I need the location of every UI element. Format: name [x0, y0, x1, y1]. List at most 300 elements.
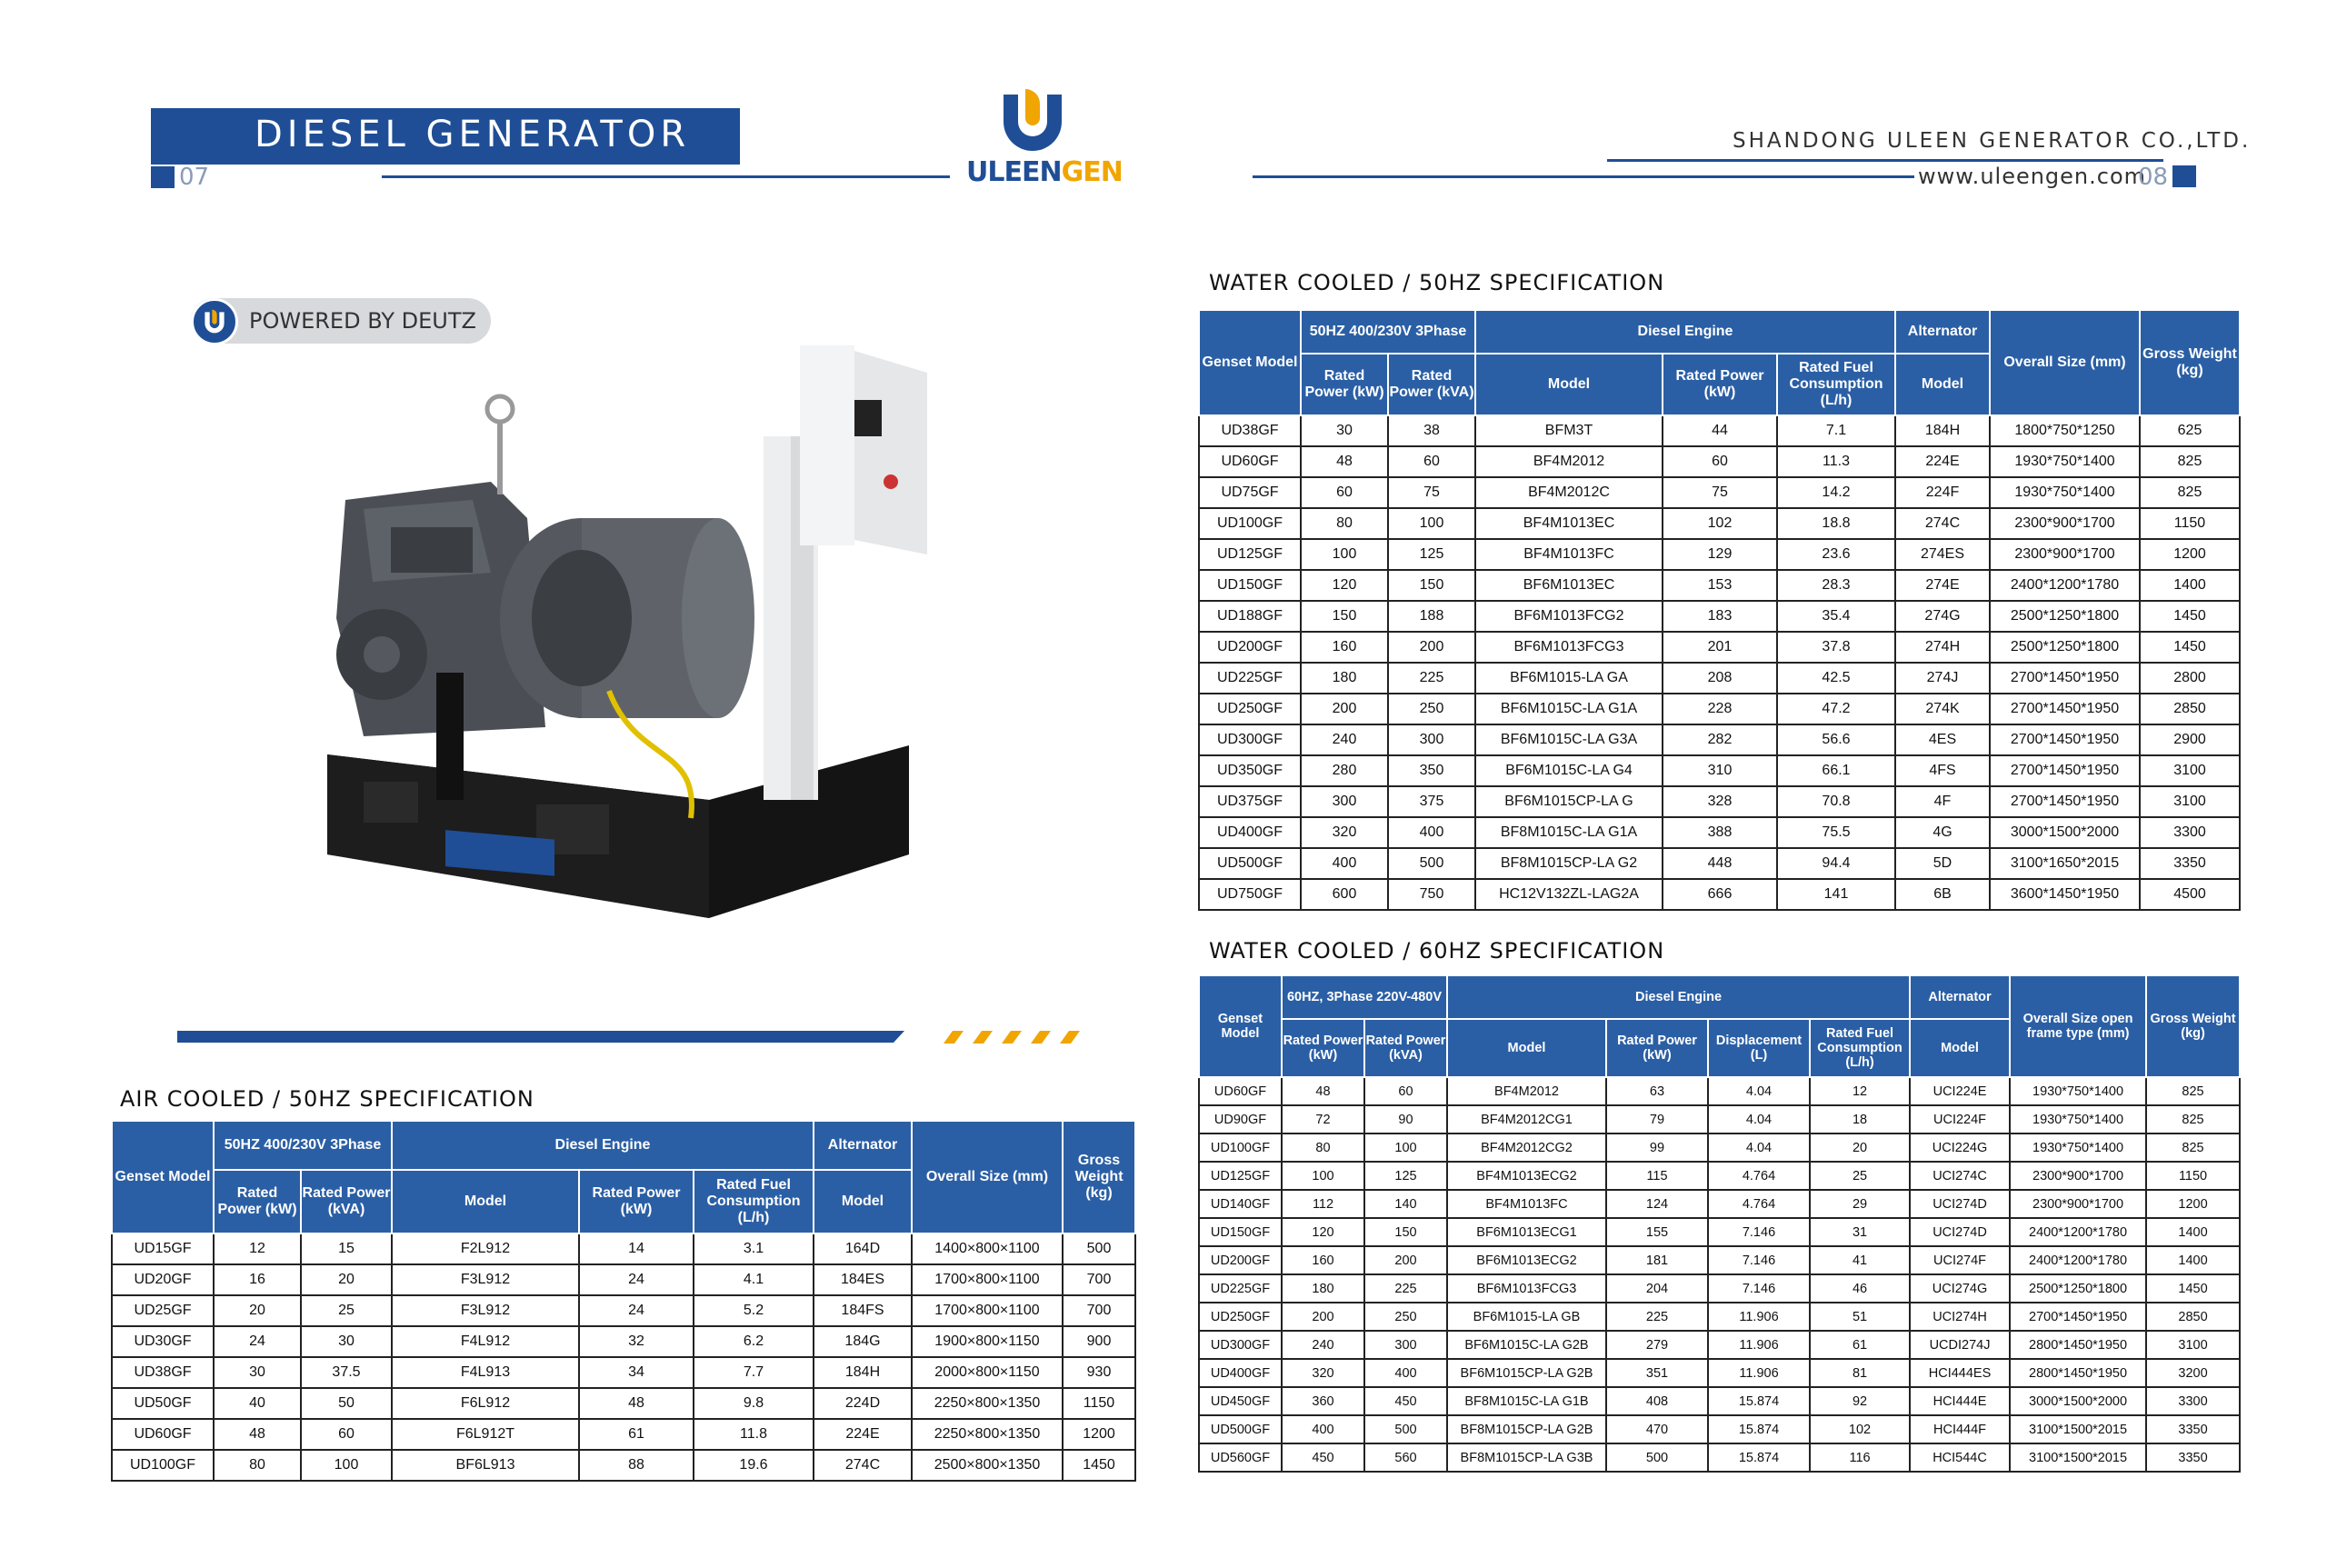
table-cell: UD30GF	[112, 1326, 214, 1357]
table-cell: BF6M1013FCG3	[1447, 1274, 1606, 1303]
col-engine-model: Model	[1447, 1019, 1606, 1077]
table-cell: BF6L913	[392, 1450, 579, 1481]
table-cell: 1930*750*1400	[1990, 446, 2140, 477]
table-cell: 72	[1282, 1105, 1364, 1134]
table-cell: 225	[1606, 1303, 1708, 1331]
table-cell: 15.874	[1708, 1387, 1810, 1415]
col-gross-weight: Gross Weight (kg)	[2146, 975, 2240, 1077]
table-cell: 75	[1388, 477, 1475, 508]
table-cell: 200	[1301, 694, 1388, 724]
table-cell: BF6M1015C-LA G4	[1475, 755, 1663, 786]
table-cell: UD15GF	[112, 1233, 214, 1264]
table-cell: UD50GF	[112, 1388, 214, 1419]
table-cell: 3350	[2146, 1443, 2240, 1472]
col-rated-kw: Rated Power (kW)	[1301, 354, 1388, 415]
col-engine-power: Rated Power (kW)	[579, 1170, 694, 1233]
table-cell: 2500×800×1350	[912, 1450, 1063, 1481]
table-cell: BF8M1015CP-LA G3B	[1447, 1443, 1606, 1472]
table-cell: 1150	[2140, 508, 2240, 539]
table-cell: 600	[1301, 879, 1388, 910]
table-cell: 1200	[2140, 539, 2240, 570]
table-cell: 1900×800×1150	[912, 1326, 1063, 1357]
table-cell: 450	[1364, 1387, 1447, 1415]
table-cell: 279	[1606, 1331, 1708, 1359]
table-row	[112, 1357, 1135, 1388]
table-cell: HC12V132ZL-LAG2A	[1475, 879, 1663, 910]
table-cell: 1930*750*1400	[2010, 1105, 2146, 1134]
table-cell: 1800*750*1250	[1990, 415, 2140, 446]
table-cell: UCI224E	[1910, 1077, 2010, 1105]
table-cell: 16	[214, 1264, 301, 1295]
col-alternator: Alternator	[1895, 310, 1990, 354]
decorative-stripe	[177, 1031, 904, 1043]
table-cell: 625	[2140, 415, 2240, 446]
table-cell: 15	[301, 1233, 392, 1264]
table-cell: 30	[214, 1357, 301, 1388]
table-cell: 1930*750*1400	[2010, 1077, 2146, 1105]
table-cell: 2850	[2140, 694, 2240, 724]
table-cell: 825	[2146, 1134, 2240, 1162]
table-cell: 666	[1663, 879, 1777, 910]
table-cell: 282	[1663, 724, 1777, 755]
table-cell: 15.874	[1708, 1415, 1810, 1443]
title-underline	[151, 162, 740, 165]
table-cell: 225	[1364, 1274, 1447, 1303]
table-cell: 180	[1301, 663, 1388, 694]
table-cell: UD38GF	[1199, 415, 1301, 446]
table-cell: 80	[1301, 508, 1388, 539]
table-cell: 12	[214, 1233, 301, 1264]
col-engine: Diesel Engine	[1475, 310, 1895, 354]
table-cell: UCI274F	[1910, 1246, 2010, 1274]
table-cell: 79	[1606, 1105, 1708, 1134]
table-cell: 48	[579, 1388, 694, 1419]
table-cell: 274H	[1895, 632, 1990, 663]
table-row	[1199, 1105, 2240, 1134]
table-cell: 6B	[1895, 879, 1990, 910]
table-cell: 28.3	[1777, 570, 1895, 601]
table-cell: 3300	[2146, 1387, 2240, 1415]
col-genset-model: Genset Model	[1199, 975, 1282, 1077]
col-alternator: Alternator	[1910, 975, 2010, 1019]
table-cell: 19.6	[694, 1450, 814, 1481]
col-rated-kw: Rated Power (kW)	[214, 1170, 301, 1233]
table-cell: 141	[1777, 879, 1895, 910]
table-cell: 184H	[814, 1357, 912, 1388]
table-cell: 20	[1810, 1134, 1910, 1162]
table-row	[112, 1295, 1135, 1326]
table-row	[1199, 879, 2240, 910]
table-cell: BF8M1015CP-LA G2B	[1447, 1415, 1606, 1443]
table-cell: BF4M2012	[1475, 446, 1663, 477]
table-cell: 60	[1388, 446, 1475, 477]
table-cell: 375	[1388, 786, 1475, 817]
table-row	[1199, 1077, 2240, 1105]
page-number-left: 07	[179, 164, 210, 191]
table-cell: UCDI274J	[1910, 1331, 2010, 1359]
table-row	[112, 1388, 1135, 1419]
table-cell: 3300	[2140, 817, 2240, 848]
table-cell: 1150	[2146, 1162, 2240, 1190]
table-cell: 184FS	[814, 1295, 912, 1326]
table-cell: 48	[1301, 446, 1388, 477]
table-cell: 38	[1388, 415, 1475, 446]
table-cell: BF8M1015C-LA G1A	[1475, 817, 1663, 848]
table-cell: 81	[1810, 1359, 1910, 1387]
table-cell: 500	[1364, 1415, 1447, 1443]
table-cell: 4G	[1895, 817, 1990, 848]
table-cell: UD60GF	[112, 1419, 214, 1450]
col-engine: Diesel Engine	[1447, 975, 1910, 1019]
table-cell: 320	[1301, 817, 1388, 848]
table-cell: 24	[579, 1295, 694, 1326]
table-cell: BF6M1013ECG2	[1447, 1246, 1606, 1274]
page-marker-right	[2172, 165, 2196, 187]
col-overall-size: Overall Size open frame type (mm)	[2010, 975, 2146, 1077]
table-cell: 60	[1364, 1077, 1447, 1105]
table-cell: 125	[1364, 1162, 1447, 1190]
table-cell: 1400	[2140, 570, 2240, 601]
table-cell: 1450	[2140, 632, 2240, 663]
table-cell: 400	[1364, 1359, 1447, 1387]
col-engine-model: Model	[1475, 354, 1663, 415]
table-cell: 320	[1282, 1359, 1364, 1387]
table-cell: 94.4	[1777, 848, 1895, 879]
table-cell: 2400*1200*1780	[1990, 570, 2140, 601]
table-row	[1199, 632, 2240, 663]
table-cell: HCI444E	[1910, 1387, 2010, 1415]
table-cell: 30	[1301, 415, 1388, 446]
table-cell: 11.8	[694, 1419, 814, 1450]
table-cell: 9.8	[694, 1388, 814, 1419]
table-cell: 2800*1450*1950	[2010, 1331, 2146, 1359]
table-cell: BF4M1013FC	[1447, 1190, 1606, 1218]
table-cell: 1450	[2146, 1274, 2240, 1303]
table-cell: 500	[1063, 1233, 1135, 1264]
table-cell: 7.146	[1708, 1218, 1810, 1246]
col-rated-kva: Rated Power (kVA)	[301, 1170, 392, 1233]
table-cell: 300	[1364, 1331, 1447, 1359]
table-cell: BF6M1013FCG3	[1475, 632, 1663, 663]
table-cell: 1930*750*1400	[1990, 477, 2140, 508]
table-cell: 42.5	[1777, 663, 1895, 694]
table-cell: 37.5	[301, 1357, 392, 1388]
table-cell: 60	[301, 1419, 392, 1450]
table-cell: 228	[1663, 694, 1777, 724]
table-cell: UD90GF	[1199, 1105, 1282, 1134]
table-cell: BF6M1015C-LA G3A	[1475, 724, 1663, 755]
table-cell: UD100GF	[1199, 508, 1301, 539]
diesel-generator-image	[309, 345, 927, 964]
table-cell: 51	[1810, 1303, 1910, 1331]
table-cell: 274K	[1895, 694, 1990, 724]
col-engine-power: Rated Power (kW)	[1663, 354, 1777, 415]
table-row	[1199, 1218, 2240, 1246]
table-cell: UD25GF	[112, 1295, 214, 1326]
table-cell: F4L912	[392, 1326, 579, 1357]
table-cell: 4ES	[1895, 724, 1990, 755]
col-fuel: Rated Fuel Consumption (L/h)	[694, 1170, 814, 1233]
table-cell: 310	[1663, 755, 1777, 786]
table-cell: 700	[1063, 1295, 1135, 1326]
table-row	[1199, 446, 2240, 477]
table-cell: 360	[1282, 1387, 1364, 1415]
table-cell: 4.764	[1708, 1190, 1810, 1218]
table-cell: 2700*1450*1950	[1990, 663, 2140, 694]
table-cell: UD100GF	[1199, 1134, 1282, 1162]
col-gross-weight: Gross Weight (kg)	[1063, 1121, 1135, 1233]
table-cell: 700	[1063, 1264, 1135, 1295]
table-cell: 351	[1606, 1359, 1708, 1387]
table-cell: UD400GF	[1199, 1359, 1282, 1387]
table-cell: 3.1	[694, 1233, 814, 1264]
table-cell: 61	[579, 1419, 694, 1450]
table-cell: 3000*1500*2000	[2010, 1387, 2146, 1415]
table-cell: 4.04	[1708, 1105, 1810, 1134]
table-cell: 88	[579, 1450, 694, 1481]
website-url: www.uleengen.com	[1918, 164, 2147, 189]
table-cell: 450	[1282, 1443, 1364, 1472]
table-cell: BF4M1013FC	[1475, 539, 1663, 570]
table-cell: 2700*1450*1950	[1990, 694, 2140, 724]
table-cell: 2800	[2140, 663, 2240, 694]
table-cell: UD60GF	[1199, 1077, 1282, 1105]
table-cell: 120	[1282, 1218, 1364, 1246]
table-cell: 4.764	[1708, 1162, 1810, 1190]
table-row	[1199, 539, 2240, 570]
table-cell: 1200	[1063, 1419, 1135, 1450]
table-cell: 2250×800×1350	[912, 1388, 1063, 1419]
table-cell: UD225GF	[1199, 663, 1301, 694]
table-cell: 184ES	[814, 1264, 912, 1295]
table-cell: UD125GF	[1199, 1162, 1282, 1190]
table-row	[112, 1264, 1135, 1295]
table-cell: UCI224F	[1910, 1105, 2010, 1134]
water-cooled-60hz-title: WATER COOLED / 60HZ SPECIFICATION	[1209, 938, 1665, 964]
table-cell: UD60GF	[1199, 446, 1301, 477]
table-cell: 90	[1364, 1105, 1447, 1134]
table-cell: 274ES	[1895, 539, 1990, 570]
table-cell: 34	[579, 1357, 694, 1388]
table-cell: 274C	[1895, 508, 1990, 539]
table-cell: 3100*1650*2015	[1990, 848, 2140, 879]
table-cell: 3100	[2140, 755, 2240, 786]
table-cell: 100	[1282, 1162, 1364, 1190]
table-cell: BFM3T	[1475, 415, 1663, 446]
table-cell: 184G	[814, 1326, 912, 1357]
table-cell: BF4M2012CG2	[1447, 1134, 1606, 1162]
table-cell: UD450GF	[1199, 1387, 1282, 1415]
table-cell: 12	[1810, 1077, 1910, 1105]
table-row	[1199, 1162, 2240, 1190]
table-cell: 41	[1810, 1246, 1910, 1274]
table-cell: 300	[1388, 724, 1475, 755]
table-cell: HCI444ES	[1910, 1359, 2010, 1387]
table-cell: 115	[1606, 1162, 1708, 1190]
table-cell: 825	[2140, 446, 2240, 477]
table-cell: 274G	[1895, 601, 1990, 632]
table-cell: BF4M2012C	[1475, 477, 1663, 508]
table-cell: 5.2	[694, 1295, 814, 1326]
table-cell: 274J	[1895, 663, 1990, 694]
logo-text-part2: GEN	[1061, 156, 1123, 188]
table-cell: 92	[1810, 1387, 1910, 1415]
table-cell: 160	[1282, 1246, 1364, 1274]
table-cell: 15.874	[1708, 1443, 1810, 1472]
table-row	[1199, 508, 2240, 539]
table-row	[1199, 1303, 2240, 1331]
table-cell: BF4M2012CG1	[1447, 1105, 1606, 1134]
table-cell: BF4M1013ECG2	[1447, 1162, 1606, 1190]
table-cell: 18	[1810, 1105, 1910, 1134]
table-cell: BF6M1015C-LA G1A	[1475, 694, 1663, 724]
table-cell: 124	[1606, 1190, 1708, 1218]
table-cell: 18.8	[1777, 508, 1895, 539]
table-cell: 3200	[2146, 1359, 2240, 1387]
table-cell: 4500	[2140, 879, 2240, 910]
table-cell: HCI544C	[1910, 1443, 2010, 1472]
table-cell: UD100GF	[112, 1450, 214, 1481]
table-cell: 50	[301, 1388, 392, 1419]
table-cell: 4.1	[694, 1264, 814, 1295]
table-cell: UD350GF	[1199, 755, 1301, 786]
table-cell: UD150GF	[1199, 1218, 1282, 1246]
table-cell: 2300*900*1700	[2010, 1162, 2146, 1190]
table-cell: UD300GF	[1199, 724, 1301, 755]
table-cell: BF8M1015C-LA G1B	[1447, 1387, 1606, 1415]
table-cell: 2900	[2140, 724, 2240, 755]
table-cell: 2500*1250*1800	[1990, 632, 2140, 663]
table-cell: 99	[1606, 1134, 1708, 1162]
table-cell: 750	[1388, 879, 1475, 910]
table-cell: 11.906	[1708, 1303, 1810, 1331]
table-cell: 183	[1663, 601, 1777, 632]
table-cell: 150	[1364, 1218, 1447, 1246]
col-alt-model: Model	[1910, 1019, 2010, 1077]
col-engine-power: Rated Power (kW)	[1606, 1019, 1708, 1077]
powered-by-badge: POWERED BY DEUTZ	[191, 298, 491, 344]
table-cell: 7.146	[1708, 1246, 1810, 1274]
col-fuel: Rated Fuel Consumption (L/h)	[1810, 1019, 1910, 1077]
table-cell: 116	[1810, 1443, 1910, 1472]
table-cell: 224E	[1895, 446, 1990, 477]
logo-text-part1: ULEEN	[966, 156, 1062, 188]
table-cell: 23.6	[1777, 539, 1895, 570]
table-row	[112, 1419, 1135, 1450]
table-cell: 2700*1450*1950	[1990, 755, 2140, 786]
table-cell: F3L912	[392, 1295, 579, 1326]
table-cell: BF6M1015CP-LA G	[1475, 786, 1663, 817]
table-cell: 188	[1388, 601, 1475, 632]
table-cell: 61	[1810, 1331, 1910, 1359]
table-cell: 70.8	[1777, 786, 1895, 817]
table-cell: 4F	[1895, 786, 1990, 817]
col-genset-model: Genset Model	[112, 1121, 214, 1233]
table-cell: 102	[1810, 1415, 1910, 1443]
table-cell: UD125GF	[1199, 539, 1301, 570]
table-cell: 2700*1450*1950	[2010, 1303, 2146, 1331]
deutz-badge-icon	[191, 298, 238, 345]
table-cell: 3100	[2140, 786, 2240, 817]
table-cell: 1450	[2140, 601, 2240, 632]
table-cell: 80	[214, 1450, 301, 1481]
table-row	[1199, 1415, 2240, 1443]
table-cell: 155	[1606, 1218, 1708, 1246]
table-row	[1199, 755, 2240, 786]
table-cell: 1400	[2146, 1218, 2240, 1246]
uleengen-logo-icon	[998, 85, 1067, 155]
table-cell: 200	[1282, 1303, 1364, 1331]
table-cell: 1450	[1063, 1450, 1135, 1481]
table-cell: 29	[1810, 1190, 1910, 1218]
table-cell: 400	[1282, 1415, 1364, 1443]
table-cell: 30	[301, 1326, 392, 1357]
table-cell: UD375GF	[1199, 786, 1301, 817]
table-cell: 825	[2146, 1105, 2240, 1134]
table-cell: 825	[2146, 1077, 2240, 1105]
page-title: DIESEL GENERATOR	[151, 108, 740, 162]
table-cell: 1150	[1063, 1388, 1135, 1419]
table-cell: BF6M1015CP-LA G2B	[1447, 1359, 1606, 1387]
table-row	[112, 1233, 1135, 1264]
table-cell: 63	[1606, 1077, 1708, 1105]
table-cell: 4.04	[1708, 1134, 1810, 1162]
table-cell: 80	[1282, 1134, 1364, 1162]
table-cell: 500	[1606, 1443, 1708, 1472]
table-cell: 48	[214, 1419, 301, 1450]
table-cell: 150	[1388, 570, 1475, 601]
table-cell: 5D	[1895, 848, 1990, 879]
col-rated-kva: Rated Power (kVA)	[1364, 1019, 1447, 1077]
table-cell: 2250×800×1350	[912, 1419, 1063, 1450]
col-fuel: Rated Fuel Consumption (L/h)	[1777, 354, 1895, 415]
table-cell: 7.7	[694, 1357, 814, 1388]
table-cell: 181	[1606, 1246, 1708, 1274]
table-cell: UD400GF	[1199, 817, 1301, 848]
table-cell: 6.2	[694, 1326, 814, 1357]
table-cell: 140	[1364, 1190, 1447, 1218]
table-cell: 25	[301, 1295, 392, 1326]
table-cell: 100	[1301, 539, 1388, 570]
table-cell: 75	[1663, 477, 1777, 508]
table-cell: UD250GF	[1199, 694, 1301, 724]
table-cell: 274C	[814, 1450, 912, 1481]
table-cell: 150	[1301, 601, 1388, 632]
table-cell: 470	[1606, 1415, 1708, 1443]
table-cell: 274E	[1895, 570, 1990, 601]
header-divider-left	[382, 175, 950, 178]
company-name: SHANDONG ULEEN GENERATOR CO.,LTD.	[1733, 129, 2252, 153]
table-cell: 208	[1663, 663, 1777, 694]
table-cell: 3600*1450*1950	[1990, 879, 2140, 910]
table-cell: 60	[1301, 477, 1388, 508]
table-cell: 250	[1388, 694, 1475, 724]
table-cell: 3100	[2146, 1331, 2240, 1359]
table-cell: 66.1	[1777, 755, 1895, 786]
table-cell: 24	[214, 1326, 301, 1357]
table-row	[1199, 477, 2240, 508]
water-cooled-50hz-spec-table	[1198, 309, 2241, 911]
table-cell: 100	[1364, 1134, 1447, 1162]
col-alt-model: Model	[1895, 354, 1990, 415]
table-cell: UD500GF	[1199, 848, 1301, 879]
table-cell: F6L912	[392, 1388, 579, 1419]
col-alternator: Alternator	[814, 1121, 912, 1170]
table-cell: 48	[1282, 1077, 1364, 1105]
table-cell: 46	[1810, 1274, 1910, 1303]
table-cell: 7.146	[1708, 1274, 1810, 1303]
table-cell: 100	[301, 1450, 392, 1481]
